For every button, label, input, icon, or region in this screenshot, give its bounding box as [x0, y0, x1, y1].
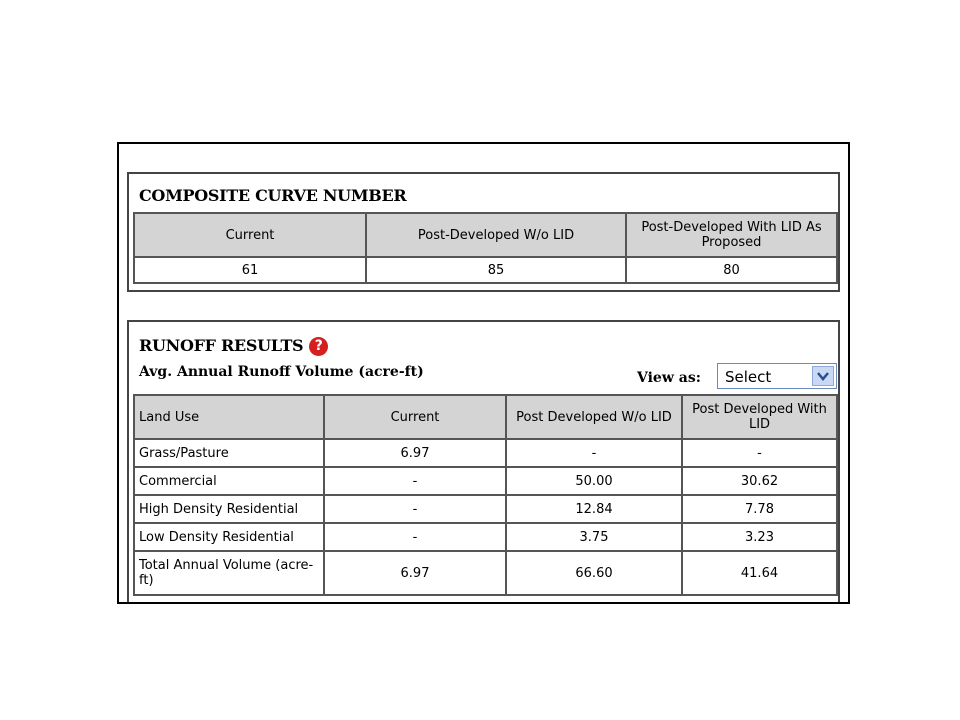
current-cell: 6.97 [324, 439, 506, 467]
post-with-lid-cell: 30.62 [682, 467, 837, 495]
composite-curve-table [133, 212, 838, 284]
runoff-header-current: Current [324, 395, 506, 439]
runoff-header-post-with-lid: Post Developed With LID [682, 395, 837, 439]
composite-value-current: 61 [134, 257, 366, 283]
composite-curve-title: COMPOSITE CURVE NUMBER [139, 186, 407, 205]
post-wo-lid-cell: - [506, 439, 682, 467]
current-cell: - [324, 495, 506, 523]
content-frame [117, 142, 850, 604]
post-wo-lid-cell: 50.00 [506, 467, 682, 495]
runoff-subtitle: Avg. Annual Runoff Volume (acre-ft) [139, 364, 424, 380]
composite-value-post-wo-lid: 85 [366, 257, 626, 283]
runoff-header-post-wo-lid: Post Developed W/o LID [506, 395, 682, 439]
chevron-down-icon[interactable] [812, 366, 834, 386]
post-with-lid-cell: 3.23 [682, 523, 837, 551]
current-cell: - [324, 523, 506, 551]
land-use-cell: High Density Residential [134, 495, 324, 523]
runoff-table [133, 394, 838, 596]
composite-header-current: Current [134, 213, 366, 257]
land-use-cell: Commercial [134, 467, 324, 495]
post-with-lid-cell: - [682, 439, 837, 467]
table-row-total [134, 551, 837, 595]
post-wo-lid-cell: 66.60 [506, 551, 682, 595]
post-with-lid-cell: 7.78 [682, 495, 837, 523]
land-use-cell: Low Density Residential [134, 523, 324, 551]
composite-header-post-wo-lid: Post-Developed W/o LID [366, 213, 626, 257]
land-use-cell: Grass/Pasture [134, 439, 324, 467]
question-circle-icon[interactable]: ? [309, 337, 328, 356]
view-as-label: View as: [637, 370, 701, 386]
table-row [134, 523, 837, 551]
table-row [134, 439, 837, 467]
table-row [134, 495, 837, 523]
post-with-lid-cell: 41.64 [682, 551, 837, 595]
view-as-select[interactable] [717, 363, 837, 389]
table-row [134, 467, 837, 495]
view-as-selected-value: Select [725, 368, 772, 386]
post-wo-lid-cell: 12.84 [506, 495, 682, 523]
runoff-title: RUNOFF RESULTS [139, 336, 304, 355]
runoff-title-row [139, 336, 328, 356]
composite-curve-panel [127, 172, 840, 292]
composite-value-post-with-lid: 80 [626, 257, 837, 283]
runoff-results-panel [127, 320, 840, 604]
composite-header-post-with-lid: Post-Developed With LID As Proposed [626, 213, 837, 257]
current-cell: 6.97 [324, 551, 506, 595]
land-use-cell: Total Annual Volume (acre-ft) [134, 551, 324, 595]
post-wo-lid-cell: 3.75 [506, 523, 682, 551]
runoff-header-land-use: Land Use [134, 395, 324, 439]
current-cell: - [324, 467, 506, 495]
